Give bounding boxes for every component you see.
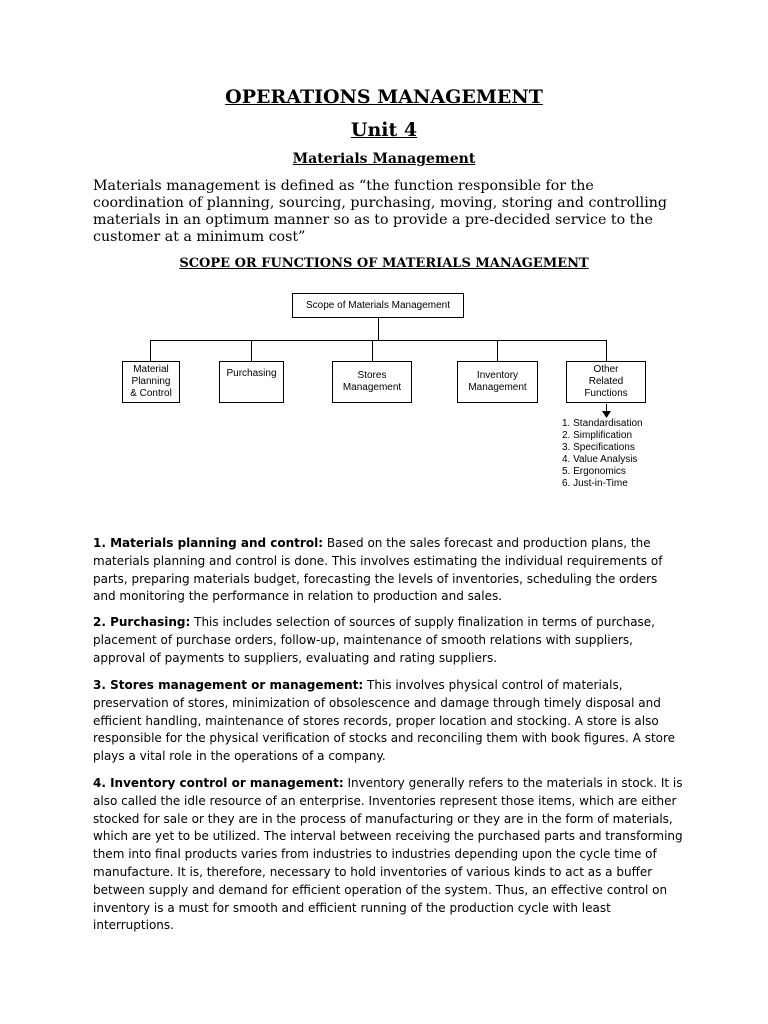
- child-connector: [497, 340, 498, 361]
- paragraph-lead: 4. Inventory control or management:: [93, 776, 344, 790]
- scope-heading: SCOPE OR FUNCTIONS OF MATERIALS MANAGEMENT: [179, 256, 589, 271]
- list-item: 1. Standardisation: [562, 418, 643, 429]
- list-item: 6. Just-in-Time: [562, 478, 628, 489]
- node-purchasing: Purchasing: [219, 361, 284, 403]
- node-inventory-management: Inventory Management: [457, 361, 538, 403]
- paragraph-purchasing: [93, 614, 683, 667]
- section-subtitle: Materials Management: [292, 151, 476, 167]
- child-connector: [372, 340, 373, 361]
- root-connector: [378, 318, 379, 340]
- arrow-down-icon: [602, 411, 611, 418]
- child-connector: [150, 340, 151, 361]
- node-stores-management: Stores Management: [332, 361, 412, 403]
- definition-paragraph: Materials management is defined as “the function responsible for the coordination of planning, sourcing, purchasing, moving, storing and controlling materials in an optimum manner so as to provide a pre-decided service to the customer at a minimum cost”: [93, 178, 667, 245]
- horizontal-connector: [150, 340, 606, 341]
- node-material-planning: Material Planning & Control: [122, 361, 180, 403]
- document-title: OPERATIONS MANAGEMENT: [225, 86, 543, 108]
- paragraph-materials-planning: [93, 535, 683, 606]
- scope-diagram: [118, 288, 658, 498]
- paragraph-text: This includes selection of sources of supply finalization in terms of purchase, placement of purchase orders, follow-up, maintenance of smooth relations with suppliers, approval of payments to suppliers, evaluating and rating suppliers.: [93, 615, 655, 665]
- list-item: 3. Specifications: [562, 442, 635, 453]
- paragraph-lead: 2. Purchasing:: [93, 615, 191, 629]
- root-node: Scope of Materials Management: [292, 293, 464, 318]
- paragraph-text: Based on the sales forecast and production plans, the materials planning and control is done. This involves estimating the individual requirements of parts, preparing materials budget, forecasting the levels of inventories, scheduling the orders and monitoring the performance in relation to production and sales.: [93, 536, 663, 604]
- child-connector: [606, 340, 607, 361]
- paragraph-lead: 1. Materials planning and control:: [93, 536, 323, 550]
- paragraph-text: Inventory generally refers to the materials in stock. It is also called the idle resource of an enterprise. Inventories represent those items, which are either stocked for sale or they are in the process of manufacturing or they are in the form of materials, which are yet to be utilized. The interval between receiving the purchased parts and transforming them into final products varies from industries to industries depending upon the cycle time of manufacture. It is, therefore, necessary to hold inventories of various kinds to act as a buffer between supply and demand for efficient operation of the system. Thus, an effective control on inventory is a must for smooth and efficient running of the production cycle with least interruptions.: [93, 776, 683, 933]
- paragraph-lead: 3. Stores management or management:: [93, 678, 364, 692]
- other-functions-list: [562, 418, 643, 490]
- list-item: 2. Simplification: [562, 430, 633, 441]
- unit-heading: Unit 4: [350, 119, 418, 141]
- list-item: 4. Value Analysis: [562, 454, 638, 465]
- child-connector: [251, 340, 252, 361]
- paragraph-inventory-control: [93, 775, 683, 935]
- node-other-functions: Other Related Functions: [566, 361, 646, 403]
- list-item: 5. Ergonomics: [562, 466, 626, 477]
- paragraph-text: This involves physical control of materials, preservation of stores, minimization of obsolescence and damage through timely disposal and efficient handling, maintenance of stores records, proper location and stocking. A store is also responsible for the physical verification of stocks and reconciling them with book figures. A store plays a vital role in the operations of a company.: [93, 678, 676, 764]
- paragraph-stores-management: [93, 677, 683, 766]
